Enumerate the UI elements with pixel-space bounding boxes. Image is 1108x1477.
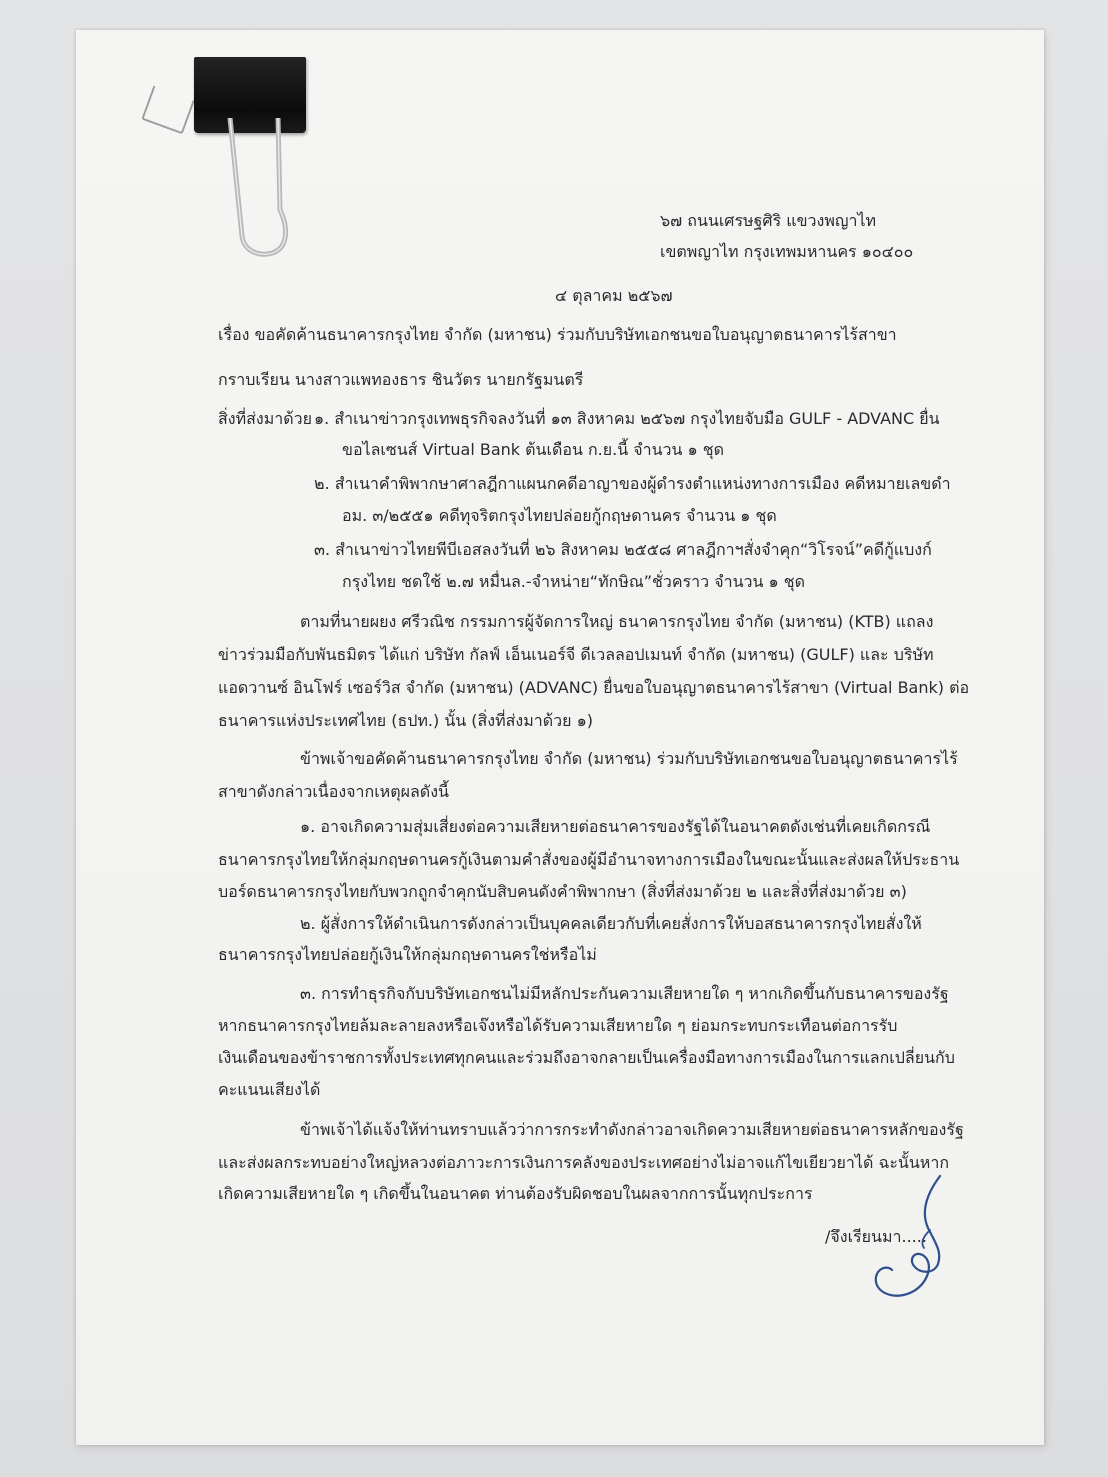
reason-3-line-3: เงินเดือนของข้าราชการทั้งประเทศทุกคนและร่วมถึงอาจกลายเป็นเครื่องมือทางการเมืองในการแลกเปลี่ยนกับ	[218, 1048, 955, 1067]
closing-line: /จึงเรียนมา.....	[825, 1227, 927, 1246]
sender-address-line-1: ๖๗ ถนนเศรษฐศิริ แขวงพญาไท	[660, 211, 877, 230]
letter-date: ๔ ตุลาคม ๒๕๖๗	[555, 286, 673, 305]
paragraph-1-line-4: ธนาคารแห่งประเทศไทย (ธปท.) นั้น (สิ่งที่ส่งมาด้วย ๑)	[218, 711, 594, 730]
reason-3-line-2: หากธนาคารกรุงไทยล้มละลายลงหรือเจ๊งหรือได้รับความเสียหายใด ๆ ย่อมกระทบกระเทือนต่อการรับ	[218, 1016, 898, 1035]
reason-1-line-3: บอร์ดธนาคารกรุงไทยกับพวกถูกจำคุกนับสิบคนดังคำพิพากษา (สิ่งที่ส่งมาด้วย ๒ และสิ่งที่ส่งมาด้วย ๓)	[218, 882, 907, 901]
paragraph-2-line-2: สาขาดังกล่าวเนื่องจากเหตุผลดังนี้	[218, 782, 449, 801]
salutation-line: กราบเรียน นางสาวแพทองธาร ชินวัตร นายกรัฐมนตรี	[218, 370, 584, 389]
paragraph-2-line-1: ข้าพเจ้าขอคัดค้านธนาคารกรุงไทย จำกัด (มหาชน) ร่วมกับบริษัทเอกชนขอใบอนุญาตธนาคารไร้	[300, 749, 958, 768]
paragraph-3-line-1: ข้าพเจ้าได้แจ้งให้ท่านทราบแล้วว่าการกระทำดังกล่าวอาจเกิดความเสียหายต่อธนาคารหลักของรัฐ	[300, 1120, 964, 1139]
enclosure-1-line-2: ขอไลเซนส์ Virtual Bank ต้นเดือน ก.ย.นี้ จำนวน ๑ ชุด	[342, 440, 725, 459]
paragraph-1-line-2: ข่าวร่วมมือกับพันธมิตร ได้แก่ บริษัท กัลฟ์ เอ็นเนอร์จี ดีเวลลอปเมนท์ จำกัด (มหาชน) (GULF) และ บริษัท	[218, 645, 934, 664]
paragraph-3-line-3: เกิดความเสียหายใด ๆ เกิดขึ้นในอนาคต ท่านต้องรับผิดชอบในผลจากการนั้นทุกประการ	[218, 1184, 813, 1203]
reason-2-line-2: ธนาคารกรุงไทยปล่อยกู้เงินให้กลุ่มกฤษดานครใช่หรือไม่	[218, 945, 597, 964]
handwritten-signature	[868, 1170, 958, 1320]
paragraph-1-line-3: แอดวานซ์ อินโฟร์ เซอร์วิส จำกัด (มหาชน) (ADVANC) ยื่นขอใบอนุญาตธนาคารไร้สาขา (Virtual Bank) ต่อ	[218, 678, 970, 697]
paragraph-1-line-1: ตามที่นายผยง ศรีวณิช กรรมการผู้จัดการใหญ่ ธนาคารกรุงไทย จำกัด (มหาชน) (KTB) แถลง	[300, 612, 934, 631]
paragraph-3-line-2: และส่งผลกระทบอย่างใหญ่หลวงต่อภาวะการเงินการคลังของประเทศอย่างไม่อาจแก้ไขเยียวยาได้ ฉะนั้นหาก	[218, 1153, 950, 1172]
enclosure-2-line-1: ๒. สำเนาคำพิพากษาศาลฎีกาแผนกคดีอาญาของผู้ดำรงตำแหน่งทางการเมือง คดีหมายเลขดำ	[314, 474, 951, 493]
reason-1-line-2: ธนาคารกรุงไทยให้กลุ่มกฤษดานครกู้เงินตามคำสั่งของผู้มีอำนาจทางการเมืองในขณะนั้นและส่งผลให้ประธาน	[218, 850, 960, 869]
enclosures-label: สิ่งที่ส่งมาด้วย	[218, 409, 312, 428]
reason-1-line-1: ๑. อาจเกิดความสุ่มเสี่ยงต่อความเสียหายต่อธนาคารของรัฐได้ในอนาคตดังเช่นที่เคยเกิดกรณี	[300, 817, 931, 836]
reason-2-line-1: ๒. ผู้สั่งการให้ดำเนินการดังกล่าวเป็นบุคคลเดียวกับที่เคยสั่งการให้บอสธนาคารกรุงไทยสั่งให้	[300, 914, 922, 933]
enclosure-3-line-1: ๓. สำเนาข่าวไทยพีบีเอสลงวันที่ ๒๖ สิงหาคม ๒๕๕๘ ศาลฎีกาฯสั่งจำคุก“วิโรจน์”คดีกู้แบงก์	[314, 540, 932, 559]
subject-line: เรื่อง ขอคัดค้านธนาคารกรุงไทย จำกัด (มหาชน) ร่วมกับบริษัทเอกชนขอใบอนุญาตธนาคารไร้สาขา	[218, 325, 897, 344]
sender-address-line-2: เขตพญาไท กรุงเทพมหานคร ๑๐๔๐๐	[660, 242, 914, 261]
enclosure-3-line-2: กรุงไทย ชดใช้ ๒.๗ หมื่นล.-จำหน่าย“ทักษิณ”ชั่วคราว จำนวน ๑ ชุด	[342, 572, 805, 591]
enclosure-1-line-1: ๑. สำเนาข่าวกรุงเทพธุรกิจลงวันที่ ๑๓ สิงหาคม ๒๕๖๗ กรุงไทยจับมือ GULF - ADVANC ยื่น	[314, 409, 940, 428]
reason-3-line-4: คะแนนเสียงได้	[218, 1080, 321, 1099]
enclosure-2-line-2: อม. ๓/๒๕๕๑ คดีทุจริตกรุงไทยปล่อยกู้กฤษดานคร จำนวน ๑ ชุด	[342, 506, 777, 525]
reason-3-line-1: ๓. การทำธุรกิจกับบริษัทเอกชนไม่มีหลักประกันความเสียหายใด ๆ หากเกิดขึ้นกับธนาคารของรัฐ	[300, 984, 949, 1003]
